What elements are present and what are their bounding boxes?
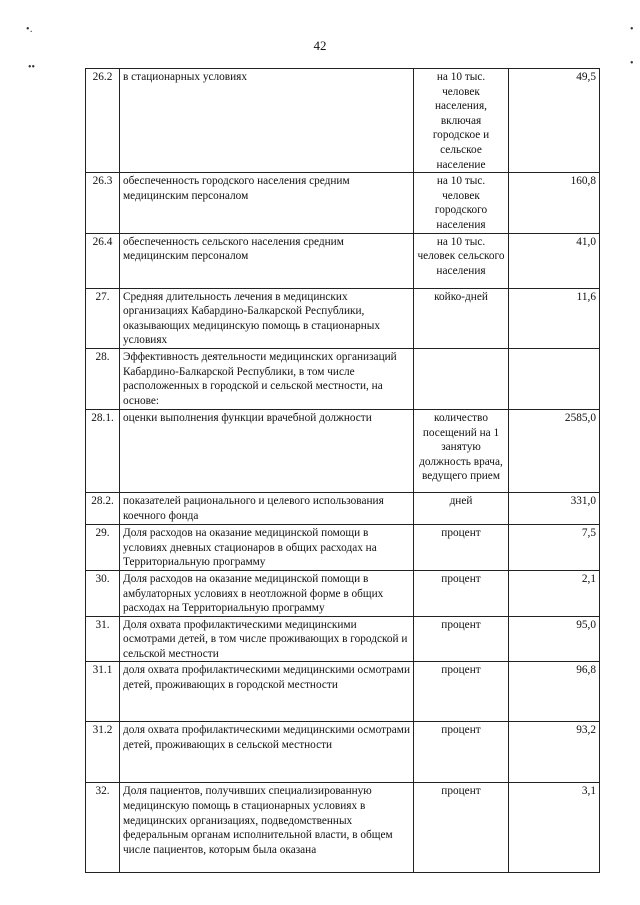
indicator-name: показателей рационального и целевого использования коечного фонда: [120, 492, 414, 524]
page-number: 42: [313, 38, 327, 53]
unit-of-measure: дней: [414, 492, 509, 524]
table-row: [86, 570, 600, 616]
table-row: [86, 69, 600, 173]
indicator-value: 93,2: [509, 722, 600, 783]
table-row: [86, 722, 600, 783]
unit-of-measure: на 10 тыс. человек населения, включая городское и сельское население: [414, 69, 509, 173]
scan-artifact: •․: [26, 24, 33, 35]
indicator-value: 2,1: [509, 570, 600, 616]
indicator-value: 160,8: [509, 173, 600, 233]
indicator-name: Средняя длительность лечения в медицинских организациях Кабардино-Балкарской Республики, оказывающих медицинскую помощь в стационарных условиях: [120, 288, 414, 348]
indicator-name: доля охвата профилактическими медицинскими осмотрами детей, проживающих в сельской местности: [120, 722, 414, 783]
indicator-name: Доля расходов на оказание медицинской помощи в амбулаторных условиях в неотложной форме в общих расходах на Территориальную программу: [120, 570, 414, 616]
indicator-value: 3,1: [509, 783, 600, 873]
unit-of-measure: процент: [414, 662, 509, 722]
row-number: 28.: [86, 348, 120, 409]
scan-artifact: •: [630, 58, 634, 69]
indicator-value: 41,0: [509, 233, 600, 288]
indicator-name: доля охвата профилактическими медицинскими осмотрами детей, проживающих в городской местности: [120, 662, 414, 722]
unit-of-measure: койко-дней: [414, 288, 509, 348]
indicator-name: обеспеченность городского населения средним медицинским персоналом: [120, 173, 414, 233]
unit-of-measure: на 10 тыс. человек сельского населения: [414, 233, 509, 288]
unit-of-measure: [414, 348, 509, 409]
row-number: 29.: [86, 524, 120, 570]
unit-of-measure: процент: [414, 570, 509, 616]
indicator-name: обеспеченность сельского населения средним медицинским персоналом: [120, 233, 414, 288]
indicator-value: 7,5: [509, 524, 600, 570]
row-number: 31.: [86, 616, 120, 662]
scan-artifact: •: [630, 24, 634, 35]
table-row: [86, 783, 600, 873]
table-row: [86, 288, 600, 348]
row-number: 30.: [86, 570, 120, 616]
unit-of-measure: процент: [414, 783, 509, 873]
unit-of-measure: процент: [414, 722, 509, 783]
indicator-value: 49,5: [509, 69, 600, 173]
indicators-table: [85, 68, 600, 873]
indicator-name: Доля пациентов, получивших специализированную медицинскую помощь в стационарных условиях в медицинских организациях, подведомственных федеральным органам исполнительной власти, в общем числе пациентов, которым была оказана: [120, 783, 414, 873]
indicator-value: [509, 348, 600, 409]
table-row: [86, 348, 600, 409]
row-number: 31.2: [86, 722, 120, 783]
row-number: 28.2.: [86, 492, 120, 524]
indicator-name: оценки выполнения функции врачебной должности: [120, 409, 414, 492]
row-number: 26.2: [86, 69, 120, 173]
table-row: [86, 409, 600, 492]
indicator-value: 11,6: [509, 288, 600, 348]
row-number: 27.: [86, 288, 120, 348]
indicator-name: Доля расходов на оказание медицинской помощи в условиях дневных стационаров в общих расходах на Территориальную программу: [120, 524, 414, 570]
unit-of-measure: количество посещений на 1 занятую должность врача, ведущего прием: [414, 409, 509, 492]
unit-of-measure: процент: [414, 616, 509, 662]
indicator-value: 331,0: [509, 492, 600, 524]
table-row: [86, 492, 600, 524]
unit-of-measure: процент: [414, 524, 509, 570]
row-number: 32.: [86, 783, 120, 873]
row-number: 26.3: [86, 173, 120, 233]
scan-artifact: ••: [28, 62, 36, 73]
row-number: 31.1: [86, 662, 120, 722]
table-row: [86, 662, 600, 722]
unit-of-measure: на 10 тыс. человек городского населения: [414, 173, 509, 233]
table-row: [86, 616, 600, 662]
indicator-name: Эффективность деятельности медицинских организаций Кабардино-Балкарской Республики, в том числе расположенных в городской и сельской местности, на основе:: [120, 348, 414, 409]
table-row: [86, 524, 600, 570]
row-number: 26.4: [86, 233, 120, 288]
indicator-value: 2585,0: [509, 409, 600, 492]
row-number: 28.1.: [86, 409, 120, 492]
indicator-name: Доля охвата профилактическими медицинскими осмотрами детей, в том числе проживающих в городской и сельской местности: [120, 616, 414, 662]
table-row: [86, 173, 600, 233]
indicator-value: 96,8: [509, 662, 600, 722]
indicator-value: 95,0: [509, 616, 600, 662]
indicator-name: в стационарных условиях: [120, 69, 414, 173]
table-row: [86, 233, 600, 288]
